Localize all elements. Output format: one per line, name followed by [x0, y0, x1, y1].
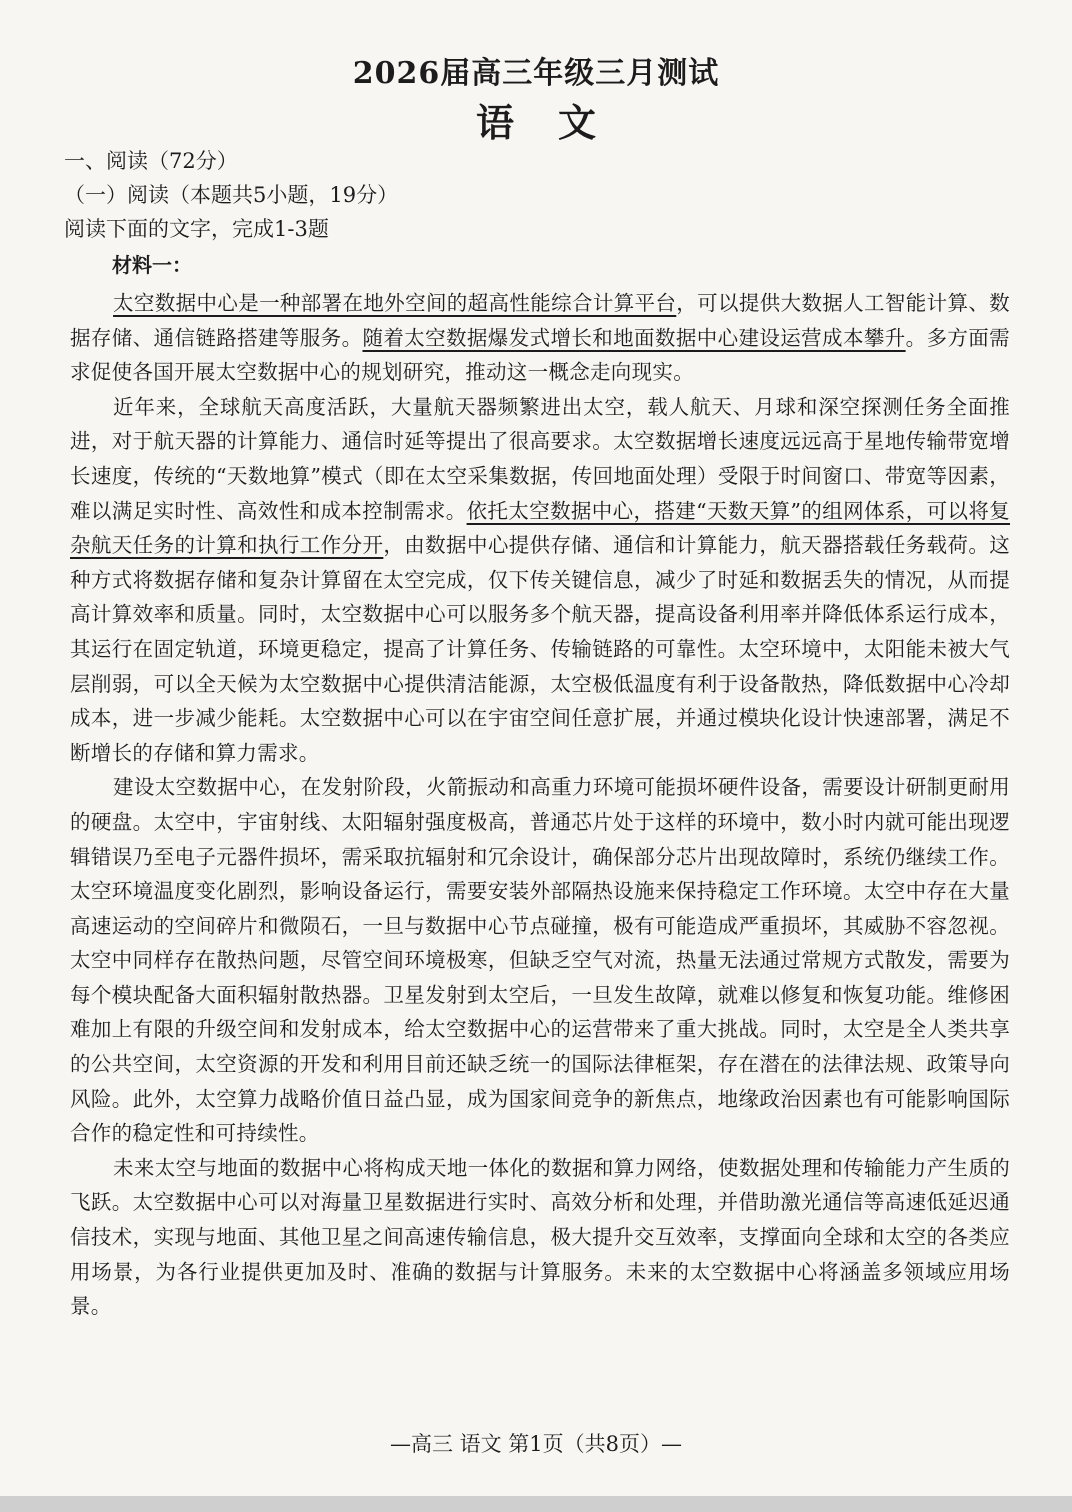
- underlined-phrase: 随着太空数据爆发式增长和地面数据中心建设运营成本攀升: [362, 325, 906, 350]
- underlined-phrase: 依托太空数据中心，搭建“天数天算”的组网体系，可以将复杂航天任务的计算和执行工作分开: [70, 498, 1011, 558]
- paragraph-text: ，可以提供大数据人工智能计算、数据存储、通信链路搭建等服务。: [70, 291, 1010, 350]
- material-body: [70, 286, 1010, 1324]
- subject-title: 语文: [475, 100, 640, 145]
- paragraph-2: [70, 390, 1010, 771]
- subsection-heading: （一）阅读（本题共5小题，19分）: [64, 183, 399, 207]
- section-heading: 一、阅读（72分）: [64, 149, 238, 173]
- paragraph-1: [70, 286, 1010, 390]
- page-footer: —高三 语文 第1页（共8页）—: [389, 1432, 683, 1456]
- paragraph-3: 建设太空数据中心，在发射阶段，火箭振动和高重力环境可能损坏硬件设备，需要设计研制更耐用的硬盘。太空中，宇宙射线、太阳辐射强度极高，普通芯片处于这样的环境中，数小时内就可能出现逻辑错误乃至电子元器件损坏，需采取抗辐射和冗余设计，确保部分芯片出现故障时，系统仍继续工作。太空环境温度变化剧烈，影响设备运行，需要安装外部隔热设施来保持稳定工作环境。太空中存在大量高速运动的空间碎片和微陨石，一旦与数据中心节点碰撞，极有可能造成严重损坏，其威胁不容忽视。太空中同样存在散热问题，尽管空间环境极寒，但缺乏空气对流，热量无法通过常规方式散发，需要为每个模块配备大面积辐射散热器。卫星发射到太空后，一旦发生故障，就难以修复和恢复功能。维修困难加上有限的升级空间和发射成本，给太空数据中心的运营带来了重大挑战。同时，太空是全人类共享的公共空间，太空资源的开发和利用目前还缺乏统一的国际法律框架，存在潜在的法律法规、政策导向风险。此外，太空算力战略价值日益凸显，成为国家间竞争的新焦点，地缘政治因素也有可能影响国际合作的稳定性和可持续性。: [70, 775, 1010, 1146]
- reading-instruction: 阅读下面的文字，完成1-3题: [64, 217, 329, 241]
- paragraph-text: ，由数据中心提供存储、通信和计算能力，航天器搭载任务载荷。这种方式将数据存储和复杂计算留在太空完成，仅下传关键信息，减少了时延和数据丢失的情况，从而提高计算效率和质量。同时，太空数据中心可以服务多个航天器，提高设备利用率并降低体系运行成本，其运行在固定轨道，环境更稳定，提高了计算任务、传输链路的可靠性。太空环境中，太阳能未被大气层削弱，可以全天候为太空数据中心提供清洁能源，太空极低温度有利于设备散热，降低数据中心冷却成本，进一步减少能耗。太空数据中心可以在宇宙空间任意扩展，并通过模块化设计快速部署，满足不断增长的存储和算力需求。: [70, 533, 1011, 765]
- underlined-phrase: 太空数据中心是一种部署在地外空间的超高性能综合计算平台: [113, 291, 677, 315]
- exam-title: 2026届高三年级三月测试: [352, 56, 720, 91]
- paragraph-text: 。多方面需求促使各国开展太空数据中心的规划研究，推动这一概念走向现实。: [70, 325, 1010, 385]
- bottom-strip: [0, 1496, 1072, 1512]
- material-label: 材料一：: [112, 253, 192, 277]
- paragraph-4: 未来太空与地面的数据中心将构成天地一体化的数据和算力网络，使数据处理和传输能力产生质的飞跃。太空数据中心可以对海量卫星数据进行实时、高效分析和处理，并借助激光通信等高速低延迟通信技术，实现与地面、其他卫星之间高速传输信息，极大提升交互效率，支撑面向全球和太空的各类应用场景，为各行业提供更加及时、准确的数据与计算服务。未来的太空数据中心将涵盖多领域应用场景。: [70, 1155, 1010, 1319]
- paragraph-text: 近年来，全球航天高度活跃，大量航天器频繁进出太空，载人航天、月球和深空探测任务全面推进，对于航天器的计算能力、通信时延等提出了很高要求。太空数据增长速度远远高于星地传输带宽增长速度，传统的“天数地算”模式（即在太空采集数据，传回地面处理）受限于时间窗口、带宽等因素，难以满足实时性、高效性和成本控制需求。: [70, 394, 1010, 523]
